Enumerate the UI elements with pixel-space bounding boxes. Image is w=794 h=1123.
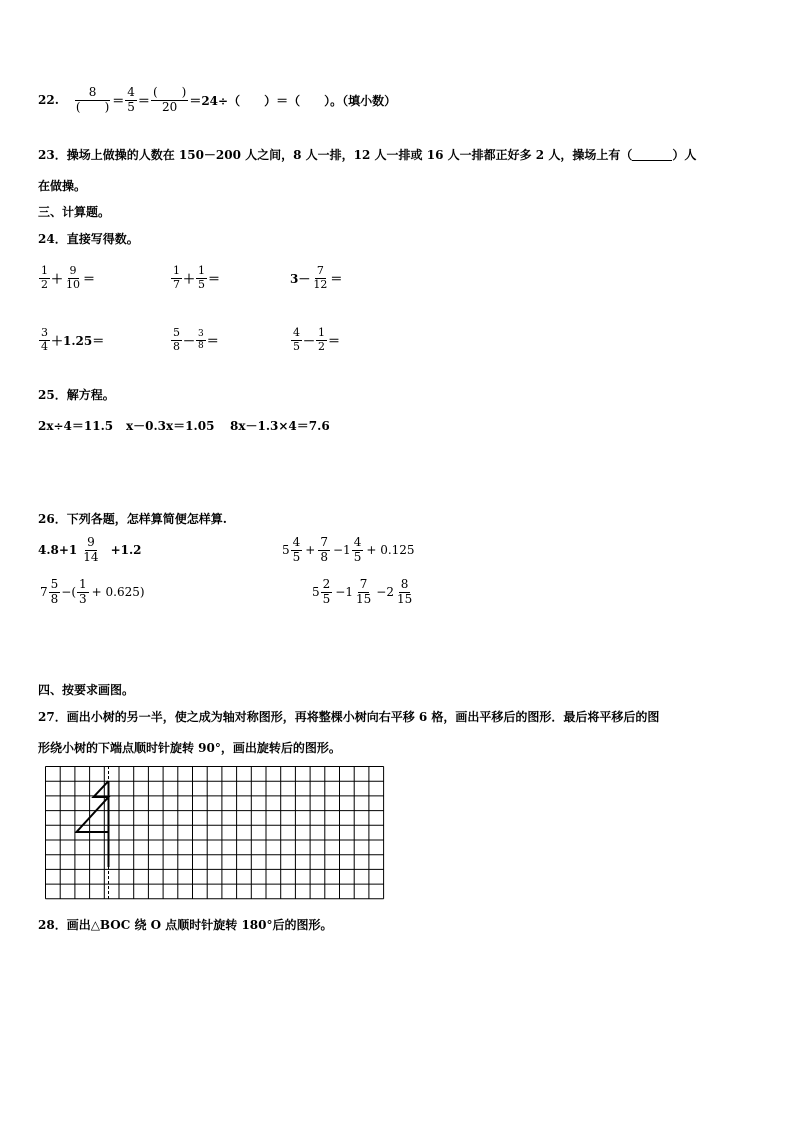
q24-item-3: 3－ $\frac{7}{12}$ ＝ (290, 264, 343, 291)
q22-fraction-2: $\frac{4}{5}$ (127, 85, 135, 114)
q24-item-5: $\frac{5}{8}$ － $\frac{3}{8}$ ＝ (173, 326, 219, 353)
q27-line-2: 形绕小树的下端点顺时针旋转 90°，画出旋转后的图形。 (38, 741, 341, 755)
q24-item-4: $\frac{3}{4}$ ＋1.25＝ (41, 326, 105, 353)
q22-fraction-1: $\frac{8}{( )}$ (75, 85, 110, 114)
q25-title: 25．解方程。 (38, 388, 115, 402)
q24-item-6: $\frac{4}{5}$ － $\frac{1}{2}$ ＝ (293, 326, 341, 353)
q26-expression-4: 5 $\frac{2}{5}$ −1 $\frac{7}{15}$ −2 $\frac{8}{15}$ (312, 577, 413, 606)
q25-equation-1: 2x÷4＝11.5 (38, 419, 114, 433)
q24-item-1: $\frac{1}{2}$ ＋ $\frac{9}{10}$ ＝ (41, 264, 96, 291)
q22-eq-2: ＝ (137, 93, 150, 108)
q24-item-2: $\frac{1}{7}$ ＋ $\frac{1}{5}$ ＝ (173, 264, 221, 291)
q25-equation-2: x－0.3x＝1.05 (126, 419, 215, 433)
half-tree-figure (77, 781, 109, 867)
q23-line-2: 在做操。 (38, 179, 87, 193)
q23-answer-blank[interactable] (632, 150, 672, 161)
q22-number: 22. (38, 93, 59, 108)
q27-line-1: 27．画出小树的另一半，使之成为轴对称图形，再将整棵小树向右平移 6 格，画出平移后的图形．最后将平移后的图 (38, 710, 660, 724)
q24-title: 24．直接写得数。 (38, 232, 139, 246)
q22-tail: ＝24÷（ ）＝（ ）。（填小数） (189, 93, 397, 108)
q22-eq-1: ＝ (112, 93, 125, 108)
q26-title: 26．下列各题，怎样算简便怎样算. (38, 512, 227, 526)
q27-drawing-grid[interactable] (45, 766, 385, 902)
section-3-heading: 三、计算题。 (38, 205, 111, 219)
q22 (38, 86, 396, 115)
q23-line-1: 23．操场上做操的人数在 150－200 人之间，8 人一排，12 人一排或 16 人一排都正好多 2 人，操场上有（ ）人 (38, 148, 697, 162)
q25-equation-3: 8x－1.3×4＝7.6 (230, 419, 330, 433)
q28-text: 28．画出△BOC 绕 O 点顺时针旋转 180°后的图形。 (38, 918, 333, 932)
q26-expression-1: 4.8+1 $\frac{9}{14}$ +1.2 (38, 535, 142, 564)
q22-fraction-3: $\frac{( )}{20}$ (152, 85, 187, 114)
q26-expression-3: 7 $\frac{5}{8}$ −( $\frac{1}{3}$ + 0.625) (40, 577, 145, 606)
q26-expression-2: 5 $\frac{4}{5}$ + $\frac{7}{8}$ −1 $\frac{4}{5}$ + 0.125 (282, 535, 415, 564)
section-4-heading: 四、按要求画图。 (38, 683, 135, 697)
